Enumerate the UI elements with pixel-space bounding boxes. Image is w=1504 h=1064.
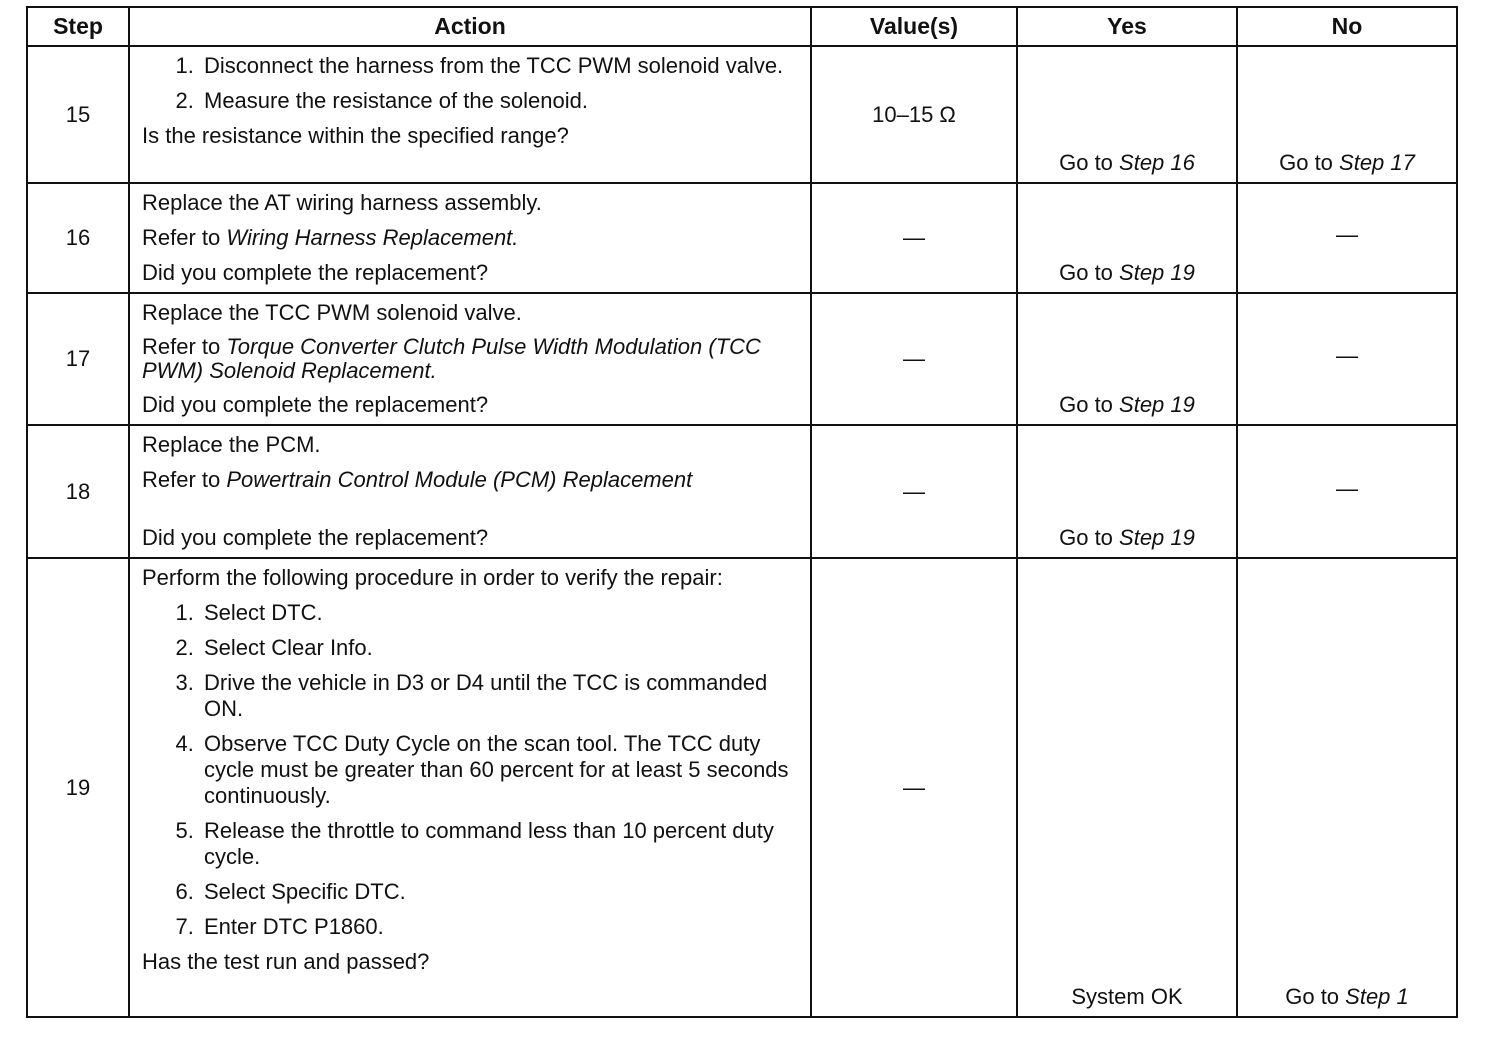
no-step-link[interactable]: Step 17: [1339, 150, 1415, 175]
action-cell: [129, 293, 811, 425]
table-row: [27, 558, 1457, 1017]
step-number: 18: [27, 425, 129, 558]
yes-cell: System OK: [1017, 558, 1237, 1017]
table-row: [27, 425, 1457, 558]
no-prefix: Go to: [1279, 150, 1340, 175]
question-text: Did you complete the replacement?: [142, 525, 489, 550]
list-item: 1. Select DTC.: [200, 600, 800, 626]
yes-cell: [1017, 183, 1237, 293]
yes-step-link[interactable]: Step 19: [1119, 260, 1195, 285]
header-yes: Yes: [1017, 7, 1237, 46]
list-item: 2. Measure the resistance of the solenoid.: [200, 88, 800, 114]
action-cell: [129, 558, 811, 1017]
no-prefix: Go to: [1285, 984, 1346, 1009]
diagnostic-table: [26, 6, 1458, 1018]
refer-line: [142, 225, 800, 251]
step-number: 19: [27, 558, 129, 1017]
action-cell: [129, 46, 811, 183]
question-text: Is the resistance within the specified range?: [142, 123, 569, 148]
list-item: 2. Select Clear Info.: [200, 635, 800, 661]
yes-prefix: Go to: [1059, 150, 1120, 175]
instruction-text: Replace the AT wiring harness assembly.: [142, 190, 542, 215]
list-item: 6. Select Specific DTC.: [200, 879, 800, 905]
table-row: [27, 46, 1457, 183]
header-no: No: [1237, 7, 1457, 46]
header-row: [27, 7, 1457, 46]
refer-title-link[interactable]: Torque Converter Clutch Pulse Width Modulation (TCC PWM) Solenoid Replacement.: [142, 334, 761, 383]
question-text: Did you complete the replacement?: [142, 392, 489, 417]
yes-step-link[interactable]: Step 16: [1119, 150, 1195, 175]
value-cell: 10–15 Ω: [811, 46, 1017, 183]
no-cell: [1237, 558, 1457, 1017]
list-item: 4. Observe TCC Duty Cycle on the scan tool. The TCC duty cycle must be greater than 60 percent for at least 5 seconds continuously.: [200, 731, 800, 809]
list-item: 3. Drive the vehicle in D3 or D4 until the TCC is commanded ON.: [200, 670, 800, 722]
instruction-text: Replace the PCM.: [142, 432, 321, 457]
yes-prefix: Go to: [1059, 260, 1120, 285]
value-cell: —: [811, 183, 1017, 293]
question-text: Has the test run and passed?: [142, 949, 430, 974]
refer-title-link[interactable]: Powertrain Control Module (PCM) Replacement: [226, 467, 693, 492]
refer-prefix: Refer to: [142, 467, 227, 492]
header-action: Action: [129, 7, 811, 46]
procedure-list: [142, 600, 800, 940]
intro-text: Perform the following procedure in order to verify the repair:: [142, 565, 723, 590]
step-number: 17: [27, 293, 129, 425]
refer-prefix: Refer to: [142, 334, 227, 359]
table-row: [27, 293, 1457, 425]
yes-step-link[interactable]: Step 19: [1119, 392, 1195, 417]
value-cell: —: [811, 558, 1017, 1017]
refer-line: [142, 467, 800, 493]
question-text: Did you complete the replacement?: [142, 260, 489, 285]
instruction-text: Replace the TCC PWM solenoid valve.: [142, 300, 522, 325]
step-number: 15: [27, 46, 129, 183]
action-cell: [129, 183, 811, 293]
yes-prefix: Go to: [1059, 525, 1120, 550]
value-cell: —: [811, 425, 1017, 558]
header-values: Value(s): [811, 7, 1017, 46]
no-cell: —: [1237, 425, 1457, 558]
yes-cell: [1017, 425, 1237, 558]
action-cell: [129, 425, 811, 558]
refer-prefix: Refer to: [142, 225, 227, 250]
yes-step-link[interactable]: Step 19: [1119, 525, 1195, 550]
no-cell: —: [1237, 183, 1457, 293]
step-number: 16: [27, 183, 129, 293]
no-cell: [1237, 46, 1457, 183]
header-step: Step: [27, 7, 129, 46]
yes-prefix: Go to: [1059, 392, 1120, 417]
yes-cell: [1017, 46, 1237, 183]
list-item: 1. Disconnect the harness from the TCC PWM solenoid valve.: [200, 53, 800, 79]
yes-cell: [1017, 293, 1237, 425]
refer-line: [142, 335, 800, 383]
list-item: 7. Enter DTC P1860.: [200, 914, 800, 940]
no-cell: —: [1237, 293, 1457, 425]
no-step-link[interactable]: Step 1: [1345, 984, 1409, 1009]
refer-title-link[interactable]: Wiring Harness Replacement.: [226, 225, 519, 250]
value-cell: —: [811, 293, 1017, 425]
list-item: 5. Release the throttle to command less than 10 percent duty cycle.: [200, 818, 800, 870]
table-row: [27, 183, 1457, 293]
procedure-list: [142, 53, 800, 114]
